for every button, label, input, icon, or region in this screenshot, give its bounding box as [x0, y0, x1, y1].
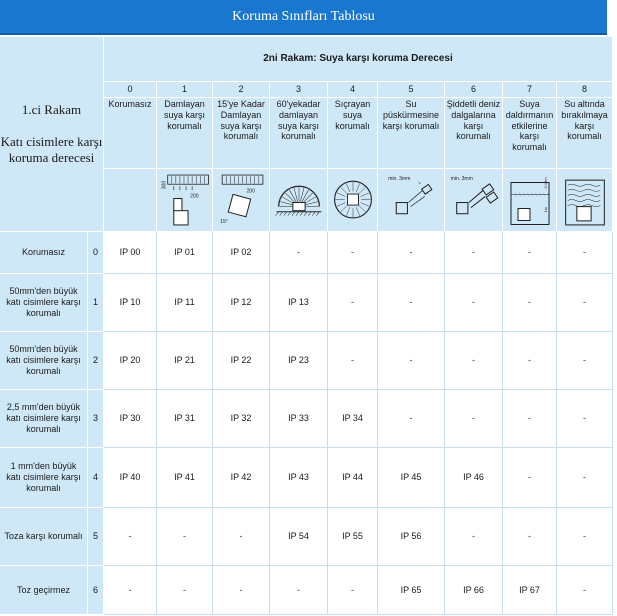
row-number: 5 — [88, 508, 104, 566]
row-label: 50mm'den büyük katı cisimlere karşı korumalı — [0, 332, 88, 390]
svg-text:0.15m: 0.15m — [542, 176, 548, 188]
svg-text:↘: ↘ — [417, 179, 421, 185]
heavy-jet-icon — [445, 169, 503, 232]
submersion-icon — [557, 169, 613, 232]
table-cell: - — [445, 232, 503, 274]
table-cell: IP 00 — [104, 232, 157, 274]
svg-text:15°: 15° — [219, 218, 228, 225]
column-number-3: 3 — [270, 82, 328, 98]
table-cell: - — [104, 508, 157, 566]
table-cell: - — [557, 274, 613, 332]
svg-text:min. 3mm: min. 3mm — [387, 175, 410, 182]
table-cell: - — [213, 508, 270, 566]
column-number-1: 1 — [157, 82, 213, 98]
table-cell: IP 33 — [270, 390, 328, 448]
protection-class-table — [0, 37, 617, 616]
column-label-0: Korumasız — [104, 98, 157, 169]
table-cell: - — [157, 508, 213, 566]
table-cell: - — [557, 448, 613, 508]
table-cell: IP 02 — [213, 232, 270, 274]
table-cell: - — [503, 232, 557, 274]
row-number: 1 — [88, 274, 104, 332]
table-cell: - — [328, 566, 378, 615]
row-label: Toz geçirmez — [0, 566, 88, 615]
row-label: Toza karşı korumalı — [0, 508, 88, 566]
immersion-icon — [503, 169, 557, 232]
first-digit-subtitle: Katı cisimlere karşı koruma derecesi — [0, 133, 103, 165]
column-number-0: 0 — [104, 82, 157, 98]
table-cell: - — [503, 332, 557, 390]
table-cell: - — [503, 448, 557, 508]
column-number-2: 2 — [213, 82, 270, 98]
second-digit-title: 2ni Rakam: Suya karşı koruma Derecesi — [104, 37, 613, 82]
first-digit-header — [0, 37, 104, 232]
svg-text:200: 200 — [189, 192, 199, 199]
table-cell: IP 44 — [328, 448, 378, 508]
tilted-drip-icon — [213, 169, 270, 232]
table-cell: IP 66 — [445, 566, 503, 615]
row-number: 2 — [88, 332, 104, 390]
table-cell: - — [378, 232, 445, 274]
row-label: 50mm'den büyük katı cisimlere karşı korumalı — [0, 274, 88, 332]
column-label-5: Su püskürmesine karşı korumalı — [378, 98, 445, 169]
table-cell: IP 11 — [157, 274, 213, 332]
row-label: Korumasız — [0, 232, 88, 274]
column-label-4: Sıçrayan suya korumalı — [328, 98, 378, 169]
table-cell: IP 54 — [270, 508, 328, 566]
table-cell: IP 40 — [104, 448, 157, 508]
table-cell: - — [557, 332, 613, 390]
table-cell: IP 55 — [328, 508, 378, 566]
column-number-6: 6 — [445, 82, 503, 98]
table-cell: IP 41 — [157, 448, 213, 508]
table-cell: - — [328, 332, 378, 390]
table-cell: IP 32 — [213, 390, 270, 448]
table-cell: - — [378, 390, 445, 448]
table-cell: - — [557, 390, 613, 448]
table-cell: - — [445, 508, 503, 566]
table-cell: - — [445, 274, 503, 332]
table-cell: - — [378, 332, 445, 390]
first-digit-title: 1.ci Rakam — [21, 101, 82, 117]
table-cell: IP 20 — [104, 332, 157, 390]
table-cell: - — [328, 232, 378, 274]
row-label: 2,5 mm'den büyük katı cisimlere karşı korumalı — [0, 390, 88, 448]
svg-text:min. 3mm: min. 3mm — [450, 175, 473, 182]
table-cell: - — [328, 274, 378, 332]
svg-text:1m: 1m — [542, 206, 548, 212]
column-label-7: Suya daldırmanın etkilerine karşı korumalı — [503, 98, 557, 169]
table-cell: IP 01 — [157, 232, 213, 274]
table-cell: IP 46 — [445, 448, 503, 508]
column-label-2: 15'ye Kadar Damlayan suya karşı korumalı — [213, 98, 270, 169]
column-number-8: 8 — [557, 82, 613, 98]
table-cell: IP 13 — [270, 274, 328, 332]
svg-text:200: 200 — [246, 187, 255, 194]
row-number: 3 — [88, 390, 104, 448]
table-cell: IP 67 — [503, 566, 557, 615]
table-cell: - — [104, 566, 157, 615]
table-cell: - — [557, 566, 613, 615]
water-jet-icon — [378, 169, 445, 232]
table-cell: IP 34 — [328, 390, 378, 448]
column-label-6: Şiddetli deniz dalgalarına karşı korumalı — [445, 98, 503, 169]
row-number: 6 — [88, 566, 104, 615]
table-cell: - — [378, 274, 445, 332]
table-cell: IP 23 — [270, 332, 328, 390]
vertical-drip-icon — [157, 169, 213, 232]
none-icon — [104, 169, 157, 232]
table-cell: IP 56 — [378, 508, 445, 566]
table-cell: IP 21 — [157, 332, 213, 390]
column-label-8: Su altında bırakılmaya karşı korumalı — [557, 98, 613, 169]
table-cell: - — [503, 274, 557, 332]
row-number: 0 — [88, 232, 104, 274]
table-cell: - — [557, 508, 613, 566]
row-number: 4 — [88, 448, 104, 508]
table-cell: - — [445, 390, 503, 448]
column-number-4: 4 — [328, 82, 378, 98]
splash-circle-icon — [328, 169, 378, 232]
table-cell: IP 43 — [270, 448, 328, 508]
table-cell: IP 65 — [378, 566, 445, 615]
row-label: 1 mm'den büyük katı cisimlere karşı korumalı — [0, 448, 88, 508]
column-label-3: 60'yekadar damlayan suya karşı korumalı — [270, 98, 328, 169]
table-cell: - — [270, 232, 328, 274]
table-cell: - — [270, 566, 328, 615]
table-cell: IP 31 — [157, 390, 213, 448]
column-label-1: Damlayan suya karşı korumalı — [157, 98, 213, 169]
table-cell: IP 10 — [104, 274, 157, 332]
column-number-7: 7 — [503, 82, 557, 98]
table-cell: IP 45 — [378, 448, 445, 508]
table-cell: - — [157, 566, 213, 615]
svg-text:300: 300 — [161, 180, 168, 189]
table-cell: - — [557, 232, 613, 274]
table-cell: - — [445, 332, 503, 390]
table-cell: IP 22 — [213, 332, 270, 390]
spray-arc-icon — [270, 169, 328, 232]
table-cell: - — [503, 508, 557, 566]
table-cell: IP 30 — [104, 390, 157, 448]
table-cell: - — [503, 390, 557, 448]
table-cell: IP 42 — [213, 448, 270, 508]
column-number-5: 5 — [378, 82, 445, 98]
table-cell: - — [213, 566, 270, 615]
table-cell: IP 12 — [213, 274, 270, 332]
table-title: Koruma Sınıfları Tablosu — [0, 0, 607, 35]
